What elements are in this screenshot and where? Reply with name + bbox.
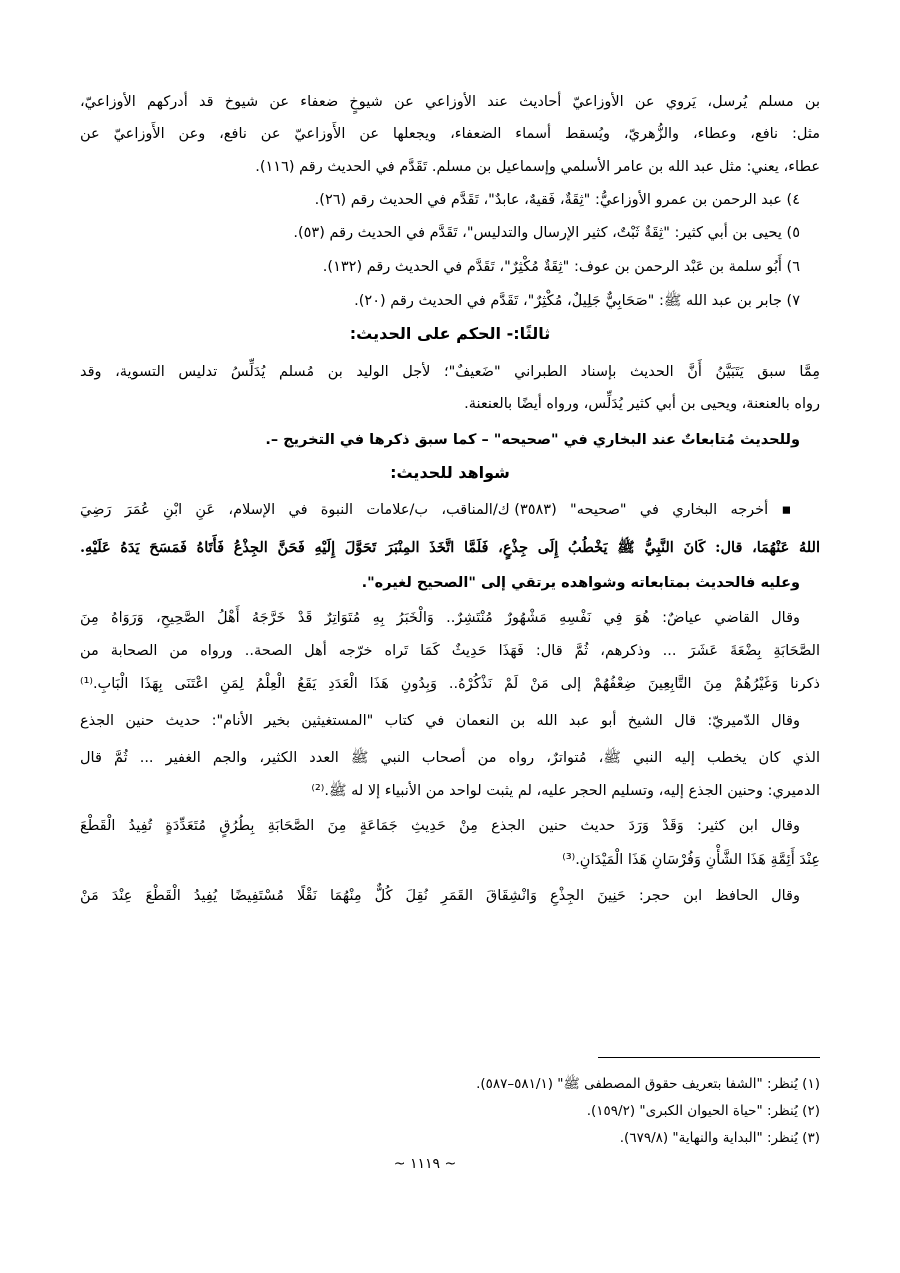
text-line: وقال القاضي عياضٌ: هُوَ فِي نَفْسِهِ مَشْهُورٌ مُنْتَشِرٌ.. وَالْخَبَرُ بِهِ مُتَوَاتِرٌ قَدْ خَرَّجَهُ أَهْلُ الصَّحِيحِ، وَرَوَاهُ مِنَ (80, 610, 800, 626)
text-line: مِمَّا سبق يَتَبَيَّنُ أَنَّ الحديث بإسناد الطبراني "ضَعيفٌ"؛ لأجل الوليد بن مُسلم يُدَلِّسُ تدليس التسوية، وقد (80, 364, 820, 380)
text-line: اللهُ عَنْهُمَا، قال: كَانَ النَّبِيُّ ﷺ يَخْطُبُ إِلَى جِذْعٍ، فَلَمَّا اتَّخَذَ المِنْبَرَ تَحَوَّلَ إِلَيْهِ فَحَنَّ الجِذْعُ فَأَتَاهُ فَمَسَحَ يَدَهُ عَلَيْهِ. (80, 539, 820, 556)
text-line: مثل: نافع، وعطاء، والزُّهريّ، ويُسقط أسماء الضعفاء، ويجعلها عن الأَوزاعيّ عن نافع، وعن الأَوزاعيّ عن (80, 126, 820, 142)
footnote: (٢) يُنظر: "حياة الحيوان الكبرى" (١٥٩/٢). (586, 1103, 820, 1119)
text-line: وقال الحافظ ابن حجر: حَنِينَ الجِذْعِ وَانْشِقَاقَ القَمَرِ نُقِلَ كُلٌّ مِنْهُمَا نَقْلًا مُسْتَفِيضًا يُفِيدُ الْقَطْعَ عِنْدَ مَنْ (80, 888, 800, 904)
text-line: ٤) عبد الرحمن بن عمرو الأوزاعيُّ: "ثِقَةٌ، فَقيهٌ، عابدٌ"، تَقَدَّم في الحديث رقم (٢٦). (314, 192, 800, 208)
text-line: الصَّحَابَةِ بِضْعَةَ عَشَرَ ... وذكرهم، ثُمَّ قال: فَهَذَا حَدِيثٌ كَمَا تَراه خرّجه أهل الصحة.. ورواه من الصحابة من (80, 643, 820, 659)
text-line: ٥) يحيى بن أبي كثير: "ثِقَةٌ ثَبْتٌ، كثير الإرسال والتدليس"، تَقَدَّم في الحديث رقم (٥٣). (293, 225, 800, 241)
text-line: الدميري: وحنين الجذع إليه، وتسليم الحجر عليه، لم يثبت لواحد من الأنبياء إلا له ﷺ.⁽²⁾ (311, 783, 820, 799)
footnote: (٣) يُنظر: "البداية والنهاية" (٦٧٩/٨). (619, 1130, 820, 1146)
text-line: بن مسلم يُرسل، يَروي عن الأوزاعيّ أحاديث عند الأوزاعي عن شيوخٍ ضعفاء عن شيوخ قد أدركهم الأوزاعيّ، (80, 94, 820, 110)
text-line: وللحديث مُتابعاتٌ عند البخاري في "صحيحه" – كما سبق ذكرها في التخريج –. (265, 432, 800, 448)
text-line: وقال الدّميريّ: قال الشيخ أبو عبد الله بن النعمان في كتاب "المستغيثين بخير الأنام": حديث حنين الجذع (80, 713, 800, 729)
footnote-divider (598, 1057, 820, 1058)
text-line: ▪ أخرجه البخاري في "صحيحه" (٣٥٨٣) ك/المناقب، ب/علامات النبوة في الإسلام، عَنِ ابْنِ عُمَرَ رَضِيَ (80, 502, 800, 518)
page-number: ~ ١١١٩ ~ (393, 1156, 457, 1172)
text-line: وعليه فالحديث بمتابعاته وشواهده يرتقي إلى "الصحيح لغيره". (361, 575, 800, 591)
footnote: (١) يُنظر: "الشفا بتعريف حقوق المصطفى ﷺ" (٥٨١/١–٥٨٧). (476, 1076, 820, 1092)
text-line: عِنْدَ أَئِمَّةِ هَذَا الشَّأْنِ وَفُرْسَانِ هَذَا الْمَيْدَانِ.⁽³⁾ (562, 852, 820, 868)
text-line: ذكرنا وَغَيْرُهُمْ مِنَ التَّابِعِينَ ضِعْفُهُمْ إلى مَنْ لَمْ نَذْكُرْهُ.. وَبِدُونِ هَذَا الْعَدَدِ يَقَعُ الْعِلْمُ لِمَنِ اعْتَنَى بِهَذَا الْبَابِ.⁽¹⁾ (80, 676, 820, 692)
section-heading: شواهد للحديث: (390, 463, 510, 482)
section-heading: ثالثًا:- الحكم على الحديث: (349, 324, 551, 343)
text-line: رواه بالعنعنة، ويحيى بن أبي كثير يُدَلِّس، ورواه أيضًا بالعنعنة. (464, 396, 820, 412)
text-line: عطاء، يعني: مثل عبد الله بن عامر الأسلمي وإسماعيل بن مسلم. تَقَدَّم في الحديث رقم (١١٦). (255, 159, 820, 175)
text-line: الذي كان يخطب إليه النبي ﷺ، مُتواترٌ، رواه من أصحاب النبي ﷺ العدد الكثير، والجم الغفير ... ثُمَّ قال (80, 750, 820, 766)
text-line: ٦) أَبُو سلمة بن عَبْد الرحمن بن عوف: "ثِقَةٌ مُكْثِرٌ"، تَقَدَّم في الحديث رقم (١٣٢). (322, 259, 800, 275)
text-line: وقال ابن كثير: وَقَدْ وَرَدَ حديث حنين الجذع مِنْ حَدِيثِ جَمَاعَةٍ مِنَ الصَّحَابَةِ بِطُرُقٍ مُتَعَدِّدَةٍ تُفِيدُ الْقَطْعَ (80, 818, 800, 834)
text-line: ٧) جابر بن عبد الله ﷺ: "صَحَابِيٌّ جَلِيلٌ، مُكْثِرٌ"، تَقَدَّم في الحديث رقم (٢٠). (354, 293, 800, 309)
